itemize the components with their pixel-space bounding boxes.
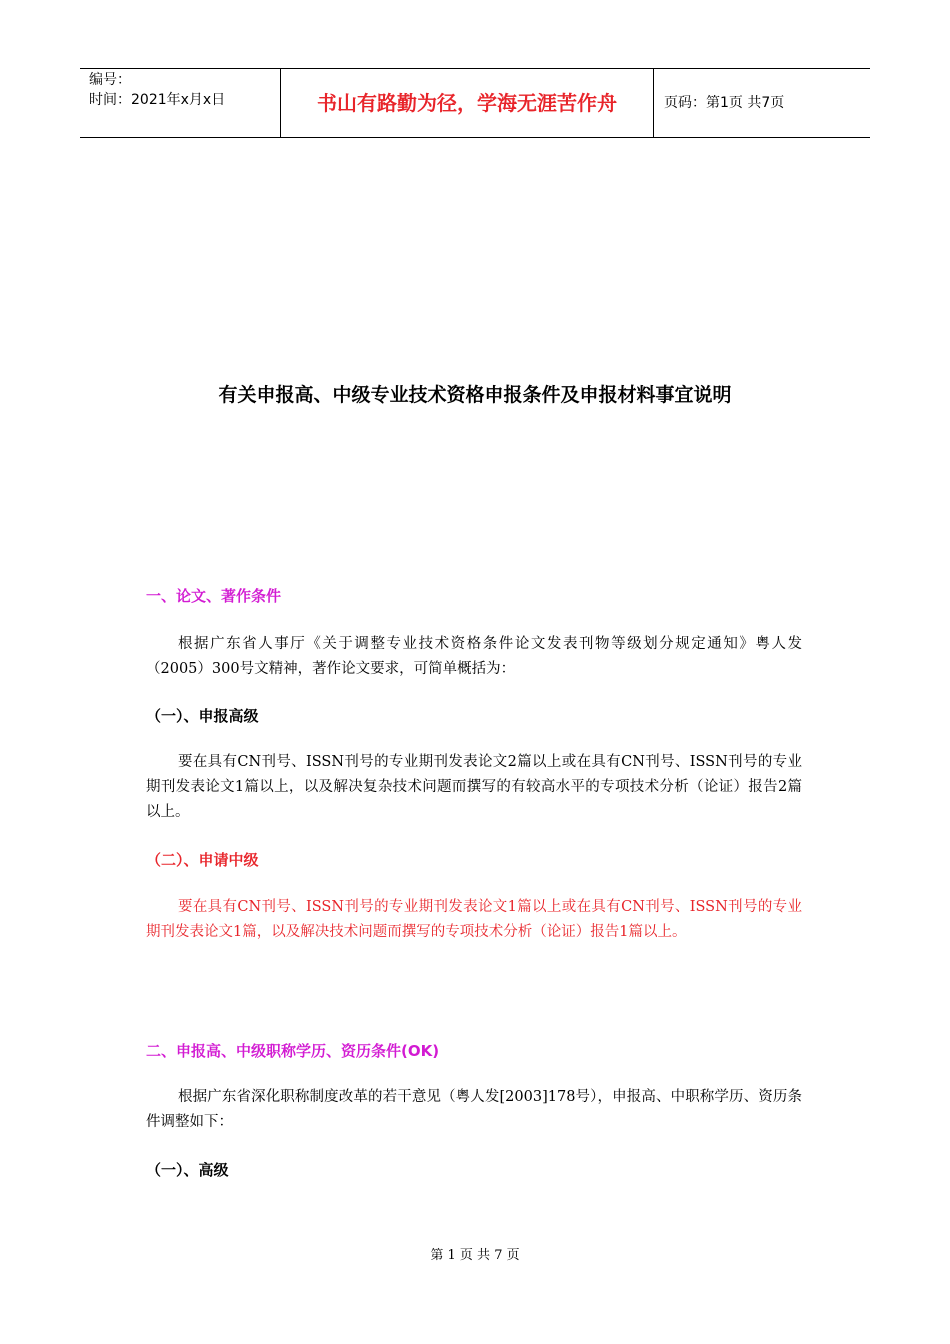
document-title: 有关申报高、中级专业技术资格申报条件及申报材料事宜说明 xyxy=(218,384,732,406)
section1-sub1-heading: （一）、申报高级 xyxy=(146,707,259,725)
section1-sub2-text: 要在具有CN刊号、ISSN刊号的专业期刊发表论文1篇以上或在具有CN刊号、ISSN刊号的专业期刊发表论文1篇，以及解决技术问题而撰写的专项技术分析（论证）报告1篇以上。 xyxy=(146,899,802,940)
page-footer: 第 1 页 共 7 页 xyxy=(430,1248,520,1263)
section2-intro: 根据广东省深化职称制度改革的若干意见（粤人发[2003]178号），申报高、中职称学历、资历条件调整如下： xyxy=(146,1089,802,1130)
section2-heading: 二、申报高、中级职称学历、资历条件(OK) xyxy=(146,1042,440,1060)
number-label: 编号： xyxy=(89,72,131,88)
header-middle-cell xyxy=(281,69,654,137)
header-left-cell xyxy=(80,69,281,137)
section1-intro: 根据广东省人事厅《关于调整专业技术资格条件论文发表刊物等级划分规定通知》粤人发（2005）300号文精神，著作论文要求，可简单概括为： xyxy=(146,636,802,677)
section1-sub1-text: 要在具有CN刊号、ISSN刊号的专业期刊发表论文2篇以上或在具有CN刊号、ISSN刊号的专业期刊发表论文1篇以上，以及解决复杂技术问题而撰写的有较高水平的专项技术分析（论证）报告2篇以上。 xyxy=(146,754,802,820)
page-info: 页码：第1页 共7页 xyxy=(664,95,785,111)
header-right-cell xyxy=(654,69,870,137)
section1-heading: 一、论文、著作条件 xyxy=(146,587,282,605)
section2-sub1-heading: （一）、高级 xyxy=(146,1161,229,1179)
motto-text: 书山有路勤为径，学海无涯苦作舟 xyxy=(317,91,617,115)
header-table xyxy=(80,68,870,138)
time-label: 时间：2021年x月x日 xyxy=(89,92,226,108)
section1-sub2-heading: （二）、申请中级 xyxy=(146,851,259,869)
